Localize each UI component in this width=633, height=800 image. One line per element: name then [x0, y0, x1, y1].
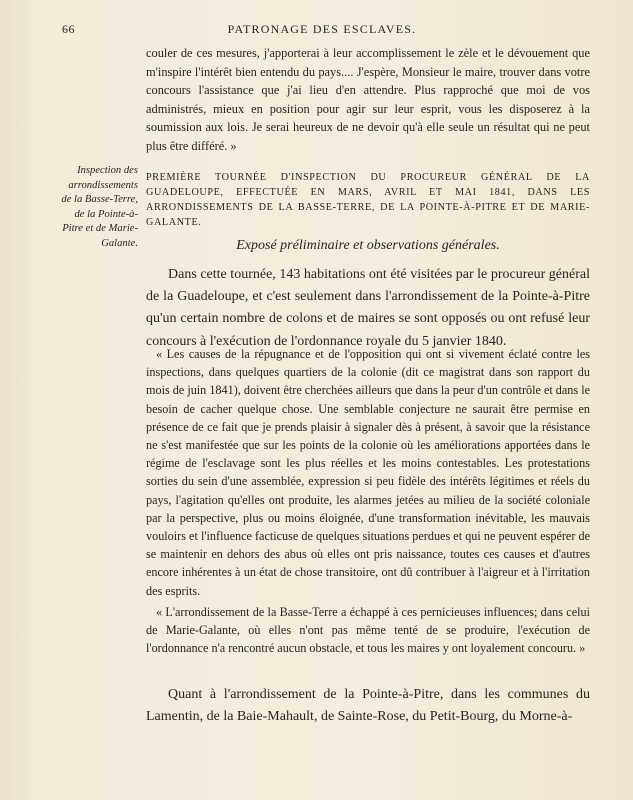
running-title: PATRONAGE DES ESCLAVES. — [227, 22, 417, 36]
margin-note: Inspection des arrondissements de la Basse-Terre, de la Pointe-à-Pitre et de Marie-Galante. — [61, 165, 138, 249]
page-header — [62, 22, 582, 40]
section-heading: PREMIÈRE TOURNÉE D'INSPECTION DU PROCUREUR GÉNÉRAL DE LA GUADELOUPE, EFFECTUÉE EN MARS, AVRIL ET MAI 1841, DANS LES ARRONDISSEMENTS DE LA BASSE-TERRE, DE LA POINTE-À-PITRE ET DE MARIE-GALANTE. — [146, 172, 590, 228]
page-number: 66 — [62, 22, 75, 36]
intro-continuation-paragraph: couler de ces mesures, j'apporterai à leur accomplissement le zèle et le dévouement que m'inspire l'intérêt bien entendu du pays.... J'espère, Monsieur le maire, trouver dans votre concours l'assistance que j'ai lieu d'en attendre. Plus rapproché que moi de vos administrés, mieux en position pour agir sur leur esprit, vous les disposerez à la soumission aux lois. Je serai heureux de ne devoir qu'à elle seule un résultat qui ne peut plus être différé. » — [146, 46, 590, 153]
quote-causes-paragraph: « Les causes de la répugnance et de l'opposition qui ont si vivement éclaté contre les inspections, dans quelques quartiers de la colonie (dit ce magistrat dans son rapport du mois de juin 1841), doivent être cherchées ailleurs que dans la peur d'un contrôle et dans le besoin de cacher quelque chose. Une semblable conjecture ne saurait être permise en présence de ce fait que je prends plaisir à signaler dès à présent, à savoir que la résistance ne s'est manifestée que sur les points de la colonie où les améliorations apportées dans le régime de l'esclavage sont les plus réelles et les moins contestables. Les protestations sorties du sein d'une assemblée, expression si peu fidèle des intérêts légitimes et réels du pays, l'agitation qu'elles ont produite, les alarmes jetées au milieu de la société coloniale par la perspective, plus ou moins éloignée, d'une transformation inévitable, les mauvais vouloirs et l'influence facticuse de quelques situations perdues et qui ne peuvent espérer de se maintenir en dehors des abus où elles ont pris naissance, toutes ces causes et d'autres encore inhérentes à un état de chose transitoire, ont dû contribuer à l'aigreur et à l'irritation des esprits. — [146, 347, 590, 598]
section-subtitle: Exposé préliminaire et observations générales. — [236, 238, 500, 253]
tour-summary-paragraph: Dans cette tournée, 143 habitations ont été visitées par le procureur général de la Guadeloupe, et c'est seulement dans l'arrondissement de la Pointe-à-Pitre qu'un certain nombre de colons et de maires se sont opposés ou ont refusé leur concours à l'exécution de l'ordonnance royale du 5 janvier 1840. — [146, 267, 590, 349]
pointe-a-pitre-paragraph: Quant à l'arrondissement de la Pointe-à-Pitre, dans les communes du Lamentin, de la Baie-Mahault, de Sainte-Rose, du Petit-Bourg, du Morne-à- — [146, 687, 590, 725]
quote-basse-terre-paragraph: « L'arrondissement de la Basse-Terre a échappé à ces pernicieuses influences; dans celui de Marie-Galante, où elles n'ont pas même tenté de se produire, l'exécution de l'ordonnance n'a rencontré aucun obstacle, et tous les maires y ont loyalement concouru. » — [146, 605, 590, 656]
